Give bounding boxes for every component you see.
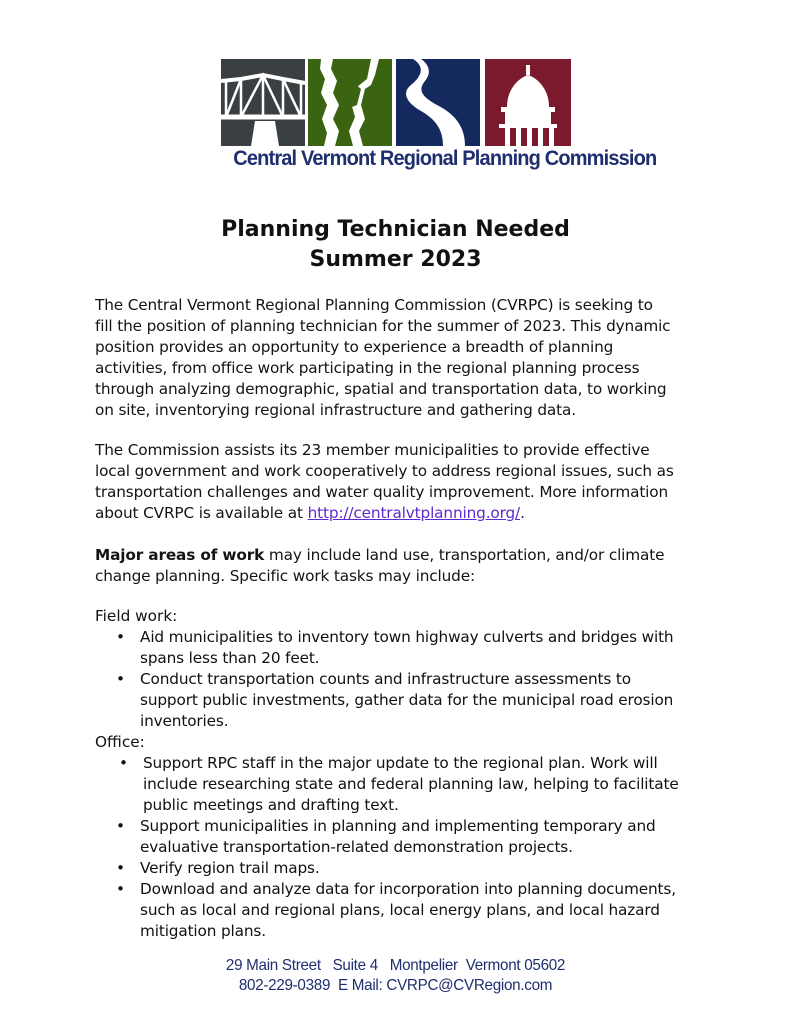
bullet-icon: • (116, 880, 125, 898)
intro-paragraph (95, 295, 715, 421)
list-item: • Verify region trail maps. (116, 859, 320, 877)
commission-line: transportation challenges and water quality improvement. More information (95, 483, 669, 501)
link-prefix: about CVRPC is available at (95, 504, 308, 522)
intro-line: on site, inventorying regional infrastructure and gathering data. (95, 401, 576, 419)
commission-line: The Commission assists its 23 member municipalities to provide effective (95, 441, 650, 459)
major-areas-line (95, 545, 715, 566)
bullet-icon: • (116, 670, 125, 688)
vermont-map-icon (308, 59, 392, 146)
intro-line: activities, from office work participating in the regional planning process (95, 359, 640, 377)
office-label: Office: (95, 733, 145, 751)
page-subtitle: Summer 2023 (309, 247, 482, 272)
bridge-icon (221, 59, 305, 146)
bullet-icon: • (116, 628, 125, 646)
major-areas-line: change planning. Specific work tasks may include: (95, 567, 475, 585)
capitol-dome-icon (485, 59, 571, 146)
river-icon (396, 59, 480, 146)
cvrpc-logo (221, 59, 571, 146)
commission-line (95, 503, 715, 524)
list-item: • Aid municipalities to inventory town highway culverts and bridges with spans less than 20 feet. (116, 628, 674, 667)
commission-line: local government and work cooperatively to address regional issues, such as (95, 462, 674, 480)
footer-address: 29 Main Street Suite 4 Montpelier Vermont 05602 (225, 957, 566, 974)
cvrpc-website-link[interactable]: http://centralvtplanning.org/ (307, 504, 521, 522)
list-item: • Support RPC staff in the major update to the regional plan. Work will include researching state and federal planning law, helping to facilitate public meetings and drafting text. (119, 754, 679, 814)
intro-line: through analyzing demographic, spatial and transportation data, to working (95, 380, 667, 398)
major-areas-lead: Major areas of work (95, 546, 265, 564)
page-title: Planning Technician Needed (221, 217, 570, 242)
intro-line: fill the position of planning technician for the summer of 2023. This dynamic (95, 317, 671, 335)
commission-paragraph (95, 440, 715, 524)
bullet-icon: • (116, 817, 125, 835)
intro-line: position provides an opportunity to experience a breadth of planning (95, 338, 614, 356)
list-item: • Download and analyze data for incorporation into planning documents, such as local and regional plans, local energy plans, and local hazard mitigation plans. (116, 880, 676, 940)
major-areas-paragraph (95, 545, 715, 587)
link-suffix: . (520, 504, 525, 522)
major-areas-rest: may include land use, transportation, and/or climate (264, 546, 665, 564)
bullet-icon: • (116, 859, 125, 877)
bullet-icon: • (119, 754, 128, 772)
intro-line: The Central Vermont Regional Planning Commission (CVRPC) is seeking to (95, 296, 653, 314)
list-item: • Support municipalities in planning and implementing temporary and evaluative transportation-related demonstration projects. (116, 817, 656, 856)
logo-caption: Central Vermont Regional Planning Commission (233, 146, 657, 170)
field-work-label: Field work: (95, 607, 178, 625)
footer-contact: 802-229-0389 E Mail: CVRPC@CVRegion.com (238, 977, 553, 994)
list-item: • Conduct transportation counts and infrastructure assessments to support public investments, gather data for the municipal road erosion inventories. (116, 670, 674, 730)
